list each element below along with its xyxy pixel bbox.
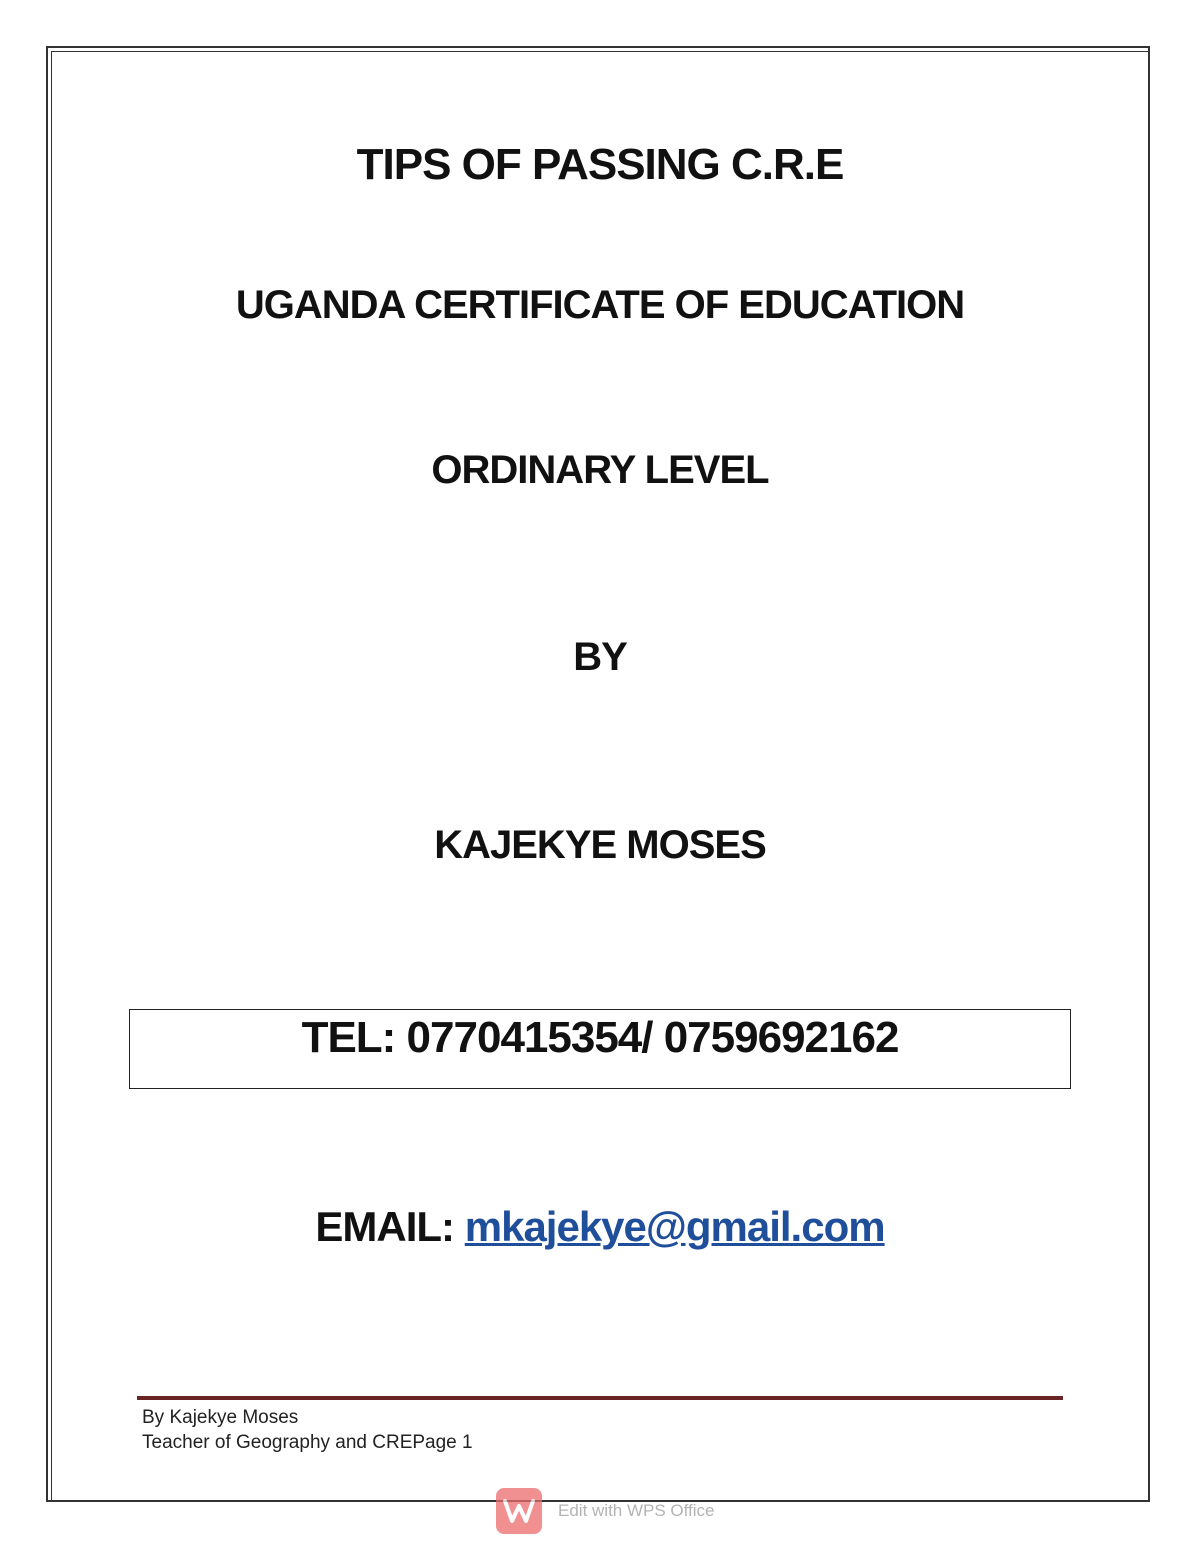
wps-watermark-text: Edit with WPS Office bbox=[558, 1501, 715, 1520]
tel-text: TEL: 0770415354/ 0759692162 bbox=[301, 1013, 899, 1062]
footer-rule bbox=[137, 1396, 1063, 1400]
by-heading: BY bbox=[573, 635, 627, 679]
page-border-inner bbox=[51, 51, 1149, 1501]
level-heading: ORDINARY LEVEL bbox=[431, 448, 769, 492]
document-title: TIPS OF PASSING C.R.E bbox=[356, 140, 844, 189]
email-line bbox=[0, 1203, 1200, 1251]
footer-author: By Kajekye Moses bbox=[142, 1407, 299, 1428]
tel-box bbox=[129, 1009, 1071, 1089]
certificate-heading: UGANDA CERTIFICATE OF EDUCATION bbox=[235, 283, 965, 327]
wps-logo-icon bbox=[496, 1488, 542, 1534]
wps-watermark[interactable] bbox=[496, 1486, 715, 1536]
footer-page-info: Teacher of Geography and CREPage 1 bbox=[142, 1432, 473, 1453]
email-label: EMAIL: bbox=[315, 1203, 455, 1250]
footer bbox=[142, 1405, 473, 1455]
email-link[interactable]: mkajekye@gmail.com bbox=[464, 1203, 885, 1250]
author-name: KAJEKYE MOSES bbox=[434, 823, 766, 867]
